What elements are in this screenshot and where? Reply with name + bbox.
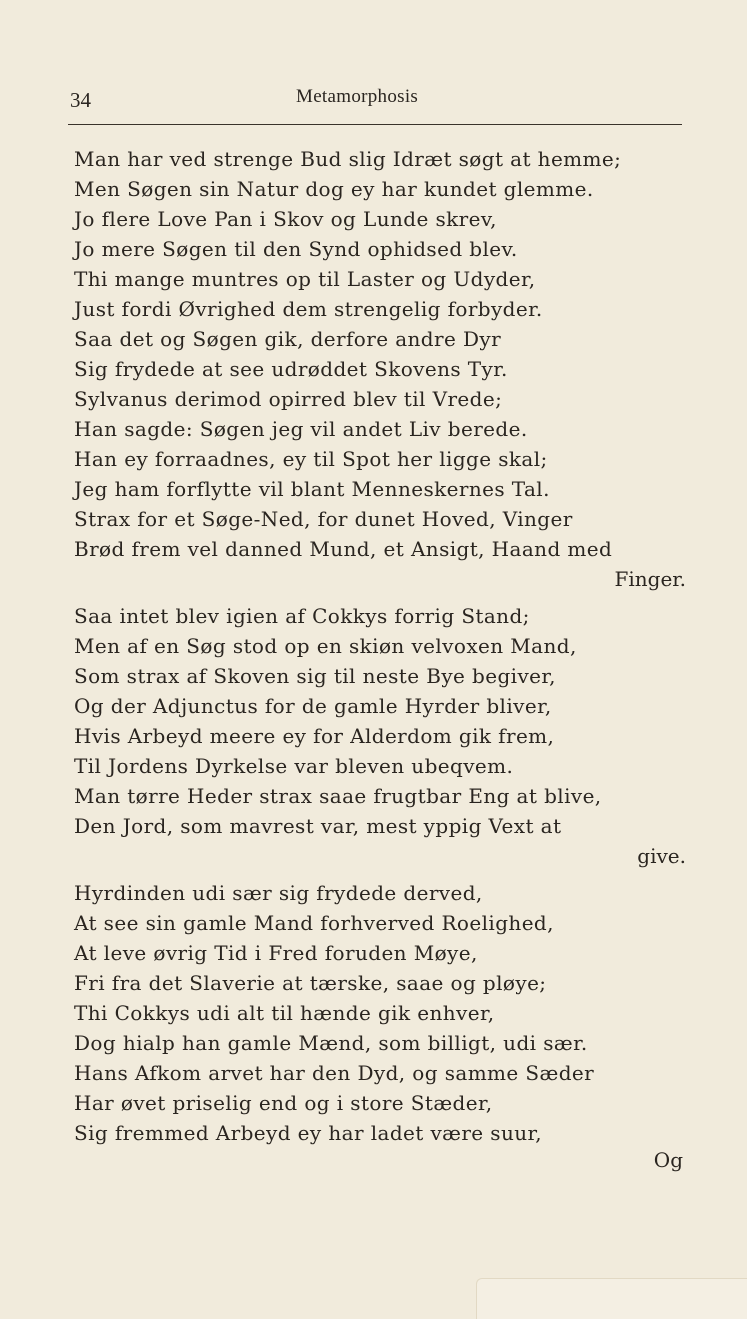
verse-line: Og der Adjunctus for de gamle Hyrder bliver,	[74, 694, 552, 718]
verse-line: Hans Afkom arvet har den Dyd, og samme Sæder	[74, 1061, 595, 1085]
verse-line: Til Jordens Dyrkelse var bleven ubeqvem.	[74, 754, 514, 778]
verse-line: Som strax af Skoven sig til neste Bye begiver,	[74, 664, 556, 688]
verse-line: Men Søgen sin Natur dog ey har kundet glemme.	[74, 177, 594, 201]
verse-line: Han sagde: Søgen jeg vil andet Liv berede.	[74, 417, 528, 441]
verse-line: At see sin gamle Mand forhverved Roelighed,	[74, 911, 554, 935]
verse-line: Thi Cokkys udi alt til hænde gik enhver,	[74, 1001, 495, 1025]
verse-line: Brød frem vel danned Mund, et Ansigt, Haand med	[74, 537, 613, 561]
verse-line: Sylvanus derimod opirred blev til Vrede;	[74, 387, 503, 411]
verse-line: At leve øvrig Tid i Fred foruden Møye,	[74, 941, 478, 965]
verse-line: Har øvet priselig end og i store Stæder,	[74, 1091, 493, 1115]
verse-line: Hvis Arbeyd meere ey for Alderdom gik frem,	[74, 724, 555, 748]
verse-line: Just fordi Øvrighed dem strengelig forbyder.	[74, 297, 543, 321]
verse-line: Jo flere Love Pan i Skov og Lunde skrev,	[74, 207, 497, 231]
verse-line: Hyrdinden udi sær sig frydede derved,	[74, 881, 483, 905]
poem-text	[74, 144, 686, 1148]
verse-line: Man tørre Heder strax saae frugtbar Eng at blive,	[74, 784, 602, 808]
stanza	[74, 878, 686, 1148]
verse-line: Sig frydede at see udrøddet Skovens Tyr.	[74, 357, 508, 381]
verse-runover: Finger.	[614, 567, 686, 591]
catchword: Og	[653, 1148, 683, 1172]
verse-line: Sig fremmed Arbeyd ey har ladet være suur,	[74, 1121, 543, 1145]
verse-line: Men af en Søg stod op en skiøn velvoxen Mand,	[74, 634, 577, 658]
verse-line: Dog hialp han gamle Mænd, som billigt, udi sær.	[74, 1031, 588, 1055]
verse-line: Jo mere Søgen til den Synd ophidsed blev.	[74, 237, 518, 261]
verse-runover: give.	[637, 844, 686, 868]
verse-line: Den Jord, som mavrest var, mest yppig Vext at	[74, 814, 562, 838]
running-head: Metamorphosis	[296, 86, 419, 107]
verse-line: Saa intet blev igien af Cokkys forrig Stand;	[74, 604, 530, 628]
header-rule	[68, 124, 682, 125]
verse-line: Man har ved strenge Bud slig Idræt søgt at hemme;	[74, 147, 622, 171]
next-page-edge	[476, 1278, 747, 1319]
verse-line: Jeg ham forflytte vil blant Menneskernes Tal.	[74, 477, 550, 501]
page-header	[70, 86, 682, 114]
stanza	[74, 144, 686, 594]
stanza	[74, 601, 686, 871]
verse-line: Strax for et Søge-Ned, for dunet Hoved, Vinger	[74, 507, 573, 531]
verse-line: Han ey forraadnes, ey til Spot her ligge skal;	[74, 447, 548, 471]
verse-line: Thi mange muntres op til Laster og Udyder,	[74, 267, 536, 291]
verse-line: Saa det og Søgen gik, derfore andre Dyr	[74, 327, 502, 351]
page-number: 34	[70, 88, 91, 112]
verse-line: Fri fra det Slaverie at tærske, saae og pløye;	[74, 971, 547, 995]
